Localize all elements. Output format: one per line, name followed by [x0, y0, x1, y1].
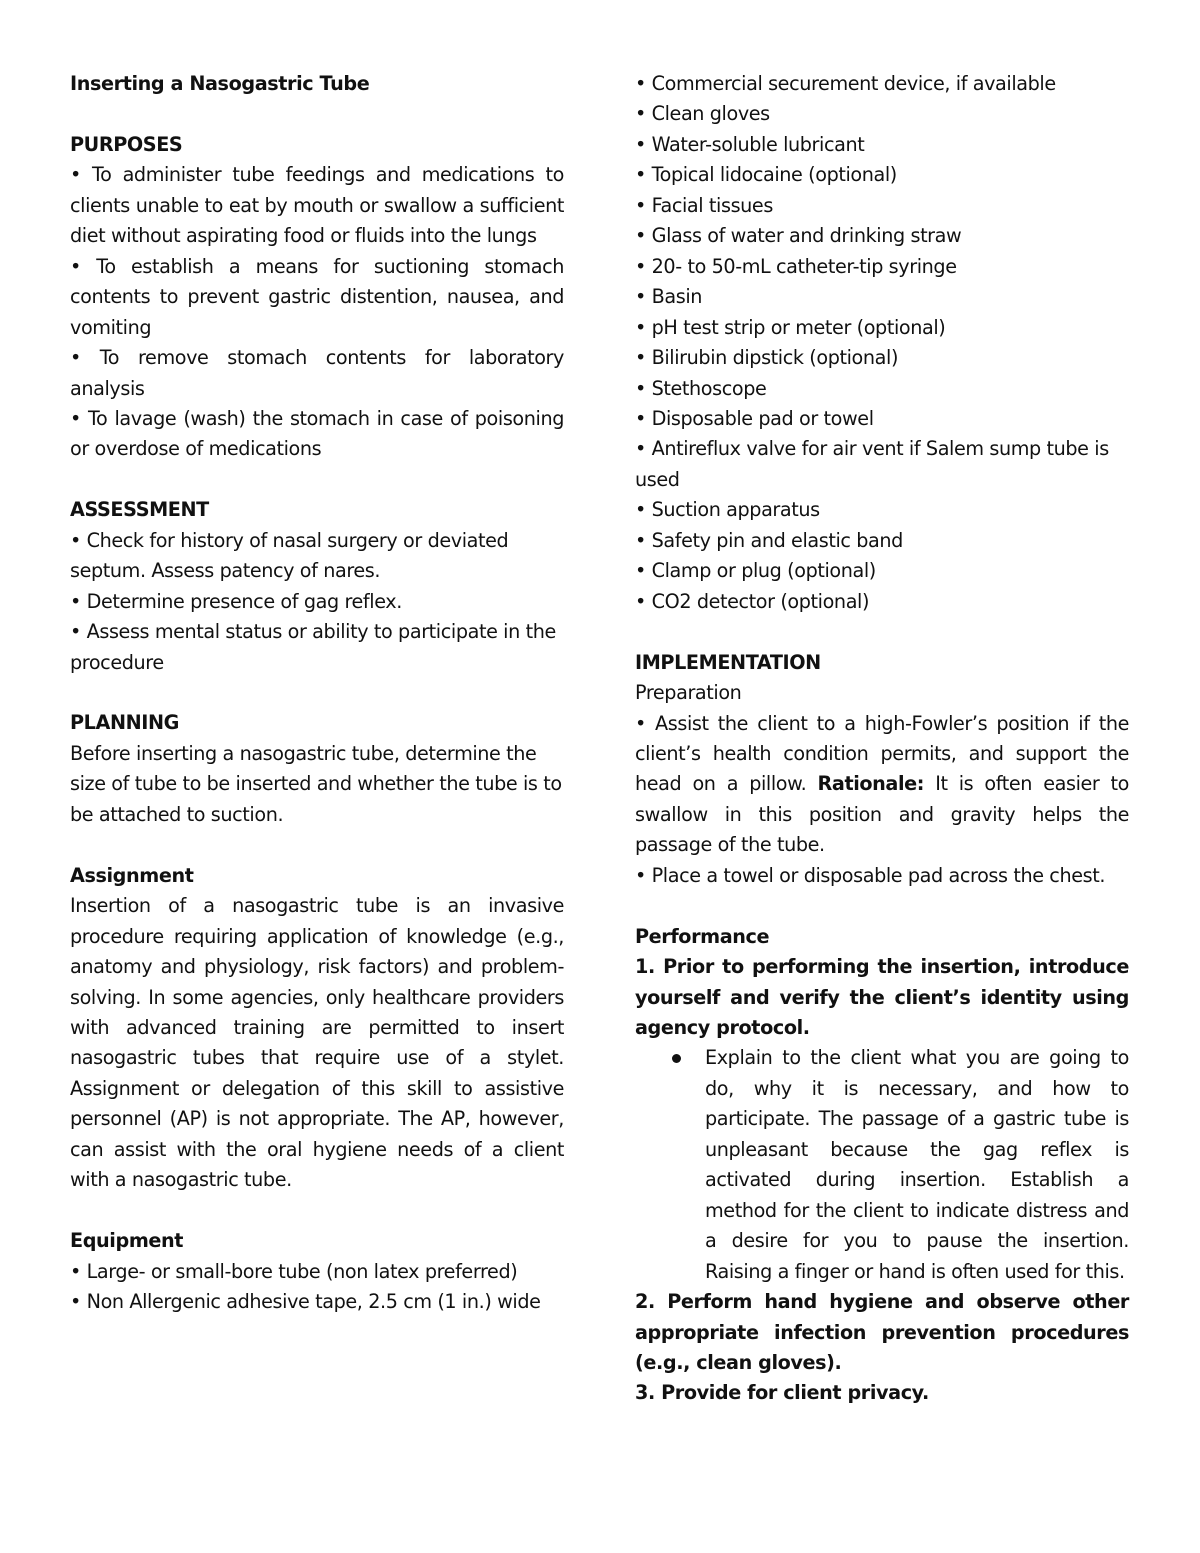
assignment-heading: Assignment: [70, 863, 194, 887]
assessment-item: • Determine presence of gag reflex.: [70, 589, 402, 613]
assessment-item: • Assess mental status or ability to participate in the procedure: [70, 620, 556, 674]
equipment-item: • Bilirubin dipstick (optional): [635, 346, 899, 370]
implementation-heading: IMPLEMENTATION: [635, 650, 821, 674]
equipment-item: • 20- to 50-mL catheter-tip syringe: [635, 254, 957, 278]
equipment-item: • Clean gloves: [635, 102, 770, 126]
preparation-item: • Place a towel or disposable pad across the chest.: [635, 863, 1106, 887]
performance-step-1-sublist: [635, 1043, 1129, 1287]
rationale-label: Rationale:: [817, 772, 925, 796]
purpose-item: • To administer tube feedings and medications to clients unable to eat by mouth or swallow a sufficient diet without aspirating food or fluids into the lungs: [70, 163, 564, 248]
document-title: Inserting a Nasogastric Tube: [70, 72, 370, 95]
preparation-item-text: • Assist the client to a high-Fowler’s position if the client’s health condition permits, and support the head on a pillow.: [635, 711, 1129, 796]
purpose-item: • To lavage (wash) the stomach in case of poisoning or overdose of medications: [70, 406, 564, 461]
performance-step-3: 3. Provide for client privacy.: [635, 1381, 929, 1405]
performance-heading: Performance: [635, 924, 770, 948]
equipment-heading: Equipment: [70, 1229, 184, 1253]
performance-step-2: 2. Perform hand hygiene and observe other appropriate infection prevention procedures (e.g., clean gloves).: [635, 1290, 1129, 1374]
equipment-item: • Non Allergenic adhesive tape, 2.5 cm (1 in.) wide: [70, 1290, 541, 1314]
right-column: [635, 69, 1129, 1409]
preparation-item: [635, 709, 1129, 861]
equipment-item: • Topical lidocaine (optional): [635, 163, 897, 187]
assignment-text: Insertion of a nasogastric tube is an invasive procedure requiring application of knowledge (e.g., anatomy and physiology, risk factors) and problem-solving. In some agencies, only healthcare providers with advanced training are permitted to insert nasogastric tubes that require use of a stylet. Assignment or delegation of this skill to assistive personnel (AP) is not appropriate. The AP, however, can assist with the oral hygiene needs of a client with a nasogastric tube.: [70, 894, 564, 1192]
equipment-item: • Suction apparatus: [635, 498, 820, 522]
planning-heading: PLANNING: [70, 711, 180, 735]
rationale-text: It is often easier to swallow in this position and gravity helps the passage of the tube.: [635, 772, 1130, 857]
planning-text: Before inserting a nasogastric tube, determine the size of tube to be inserted and whether the tube is to be attached to suction.: [70, 741, 562, 826]
purposes-heading: PURPOSES: [70, 132, 183, 156]
equipment-item: • Commercial securement device, if available: [635, 72, 1056, 95]
preparation-subheading: Preparation: [635, 681, 742, 705]
equipment-item: • Stethoscope: [635, 376, 767, 400]
equipment-item: • Disposable pad or towel: [635, 406, 874, 430]
assessment-heading: ASSESSMENT: [70, 498, 209, 522]
equipment-item: • CO2 detector (optional): [635, 589, 870, 613]
equipment-item: • Large- or small-bore tube (non latex preferred): [70, 1259, 518, 1283]
assessment-item: • Check for history of nasal surgery or deviated septum. Assess patency of nares.: [70, 528, 509, 583]
equipment-item: • Glass of water and drinking straw: [635, 224, 962, 248]
equipment-item: • Antireflux valve for air vent if Salem sump tube is used: [635, 437, 1109, 491]
equipment-item: • Facial tissues: [635, 193, 773, 217]
equipment-item: • Basin: [635, 285, 703, 309]
performance-step-1: 1. Prior to performing the insertion, introduce yourself and verify the client’s identity using agency protocol.: [635, 955, 1129, 1040]
left-column: [70, 69, 564, 1318]
equipment-item: • Water-soluble lubricant: [635, 132, 865, 156]
equipment-item: • pH test strip or meter (optional): [635, 315, 946, 339]
equipment-item: • Safety pin and elastic band: [635, 528, 903, 552]
purpose-item: • To remove stomach contents for laboratory analysis: [70, 346, 564, 400]
purpose-item: • To establish a means for suctioning stomach contents to prevent gastric distention, nausea, and vomiting: [70, 254, 564, 339]
performance-step-1-bullet: Explain to the client what you are going to do, why it is necessary, and how to participate. The passage of a gastric tube is unpleasant because the gag reflex is activated during insertion. Establish a method for the client to indicate distress and a desire for you to pause the insertion. Raising a finger or hand is often used for this.: [705, 1043, 1129, 1287]
equipment-item: • Clamp or plug (optional): [635, 559, 876, 583]
